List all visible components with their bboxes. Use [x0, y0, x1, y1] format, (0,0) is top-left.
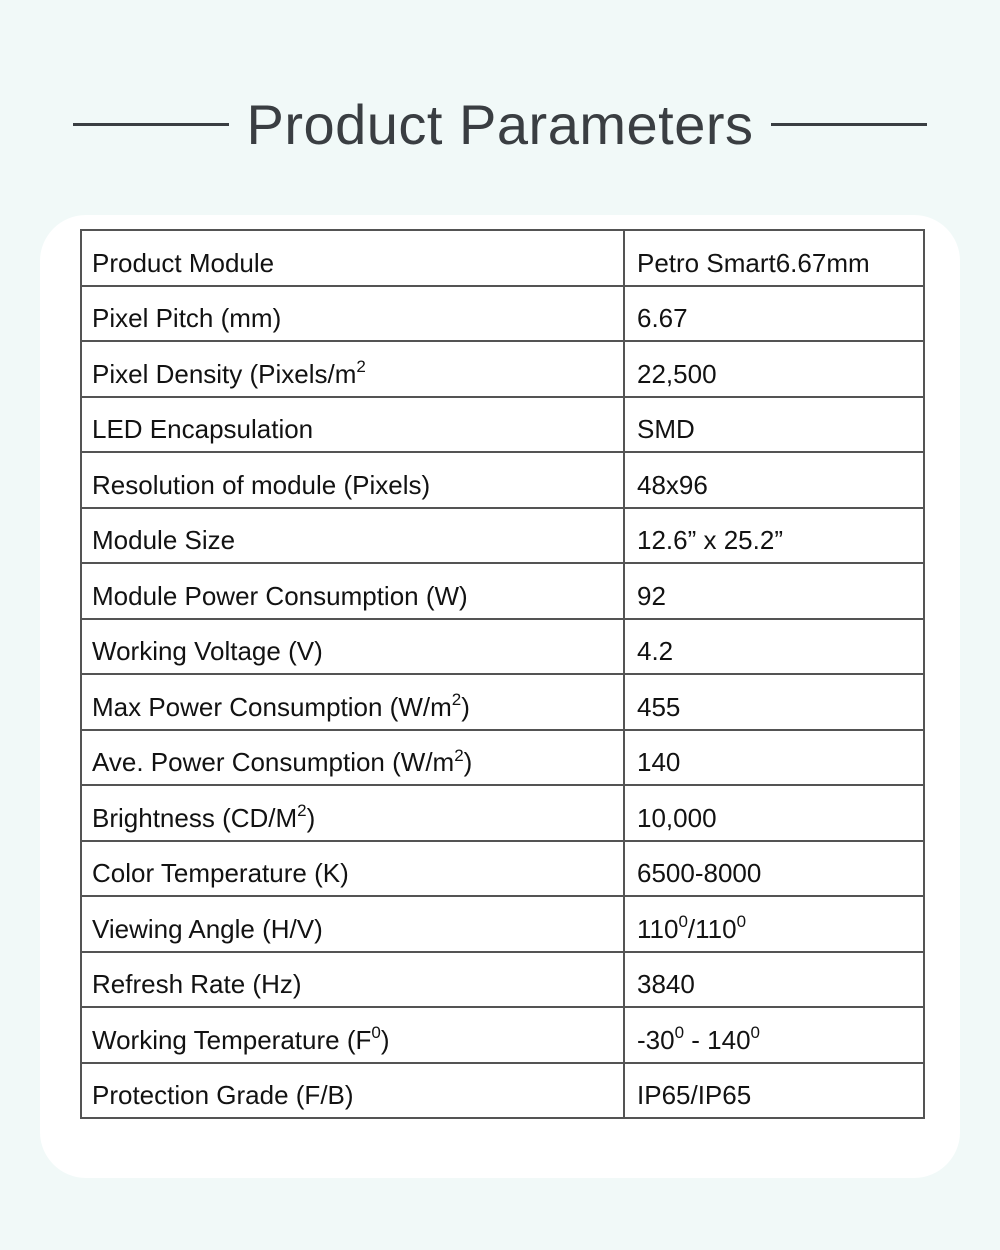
param-value-cell: SMD: [624, 397, 924, 453]
table-row: [81, 952, 924, 1008]
param-value-cell: IP65/IP65: [624, 1063, 924, 1119]
table-row: [81, 730, 924, 786]
param-label-cell: Viewing Angle (H/V): [81, 896, 624, 952]
page-title: Product Parameters: [246, 93, 754, 156]
table-row: [81, 619, 924, 675]
table-row: [81, 452, 924, 508]
param-value-cell: 3840: [624, 952, 924, 1008]
param-label-cell: Refresh Rate (Hz): [81, 952, 624, 1008]
table-row: [81, 508, 924, 564]
param-value-cell: 4.2: [624, 619, 924, 675]
superscript: 2: [356, 357, 366, 377]
page-header: [0, 92, 1000, 157]
param-value-cell: $110^0/110^0$: [624, 896, 924, 952]
parameters-table-body: [81, 230, 924, 1118]
table-row: [81, 397, 924, 453]
param-label-cell: Max Power Consumption $(W/m^2)$: [81, 674, 624, 730]
table-row: [81, 896, 924, 952]
param-value-cell: 22,500: [624, 341, 924, 397]
param-label-cell: Pixel Pitch (mm): [81, 286, 624, 342]
superscript: 0: [674, 1023, 685, 1043]
superscript: 0: [371, 1023, 381, 1043]
superscript: 0: [750, 1023, 761, 1043]
table-row: [81, 286, 924, 342]
title-line-left: [73, 123, 229, 126]
param-label-cell: LED Encapsulation: [81, 397, 624, 453]
param-label-cell: Working Voltage (V): [81, 619, 624, 675]
param-label-cell: Module Power Consumption (W): [81, 563, 624, 619]
superscript: 2: [297, 801, 307, 821]
param-label-cell: Module Size: [81, 508, 624, 564]
param-value-cell: 12.6” x 25.2”: [624, 508, 924, 564]
param-value-cell: 10,000: [624, 785, 924, 841]
param-label-cell: Brightness $(CD/M^2)$: [81, 785, 624, 841]
table-row: [81, 341, 924, 397]
superscript: 0: [736, 912, 747, 932]
title-line-right: [771, 123, 927, 126]
table-row: [81, 785, 924, 841]
superscript: 2: [451, 690, 462, 710]
superscript: 0: [678, 912, 688, 932]
param-label-cell: Working Temperature $(F^0)$: [81, 1007, 624, 1063]
superscript: 2: [454, 745, 464, 765]
param-value-cell: 455: [624, 674, 924, 730]
param-value-cell: 140: [624, 730, 924, 786]
table-row: [81, 1063, 924, 1119]
table-row: [81, 674, 924, 730]
parameters-table: [80, 229, 925, 1119]
param-value-cell: 6500-8000: [624, 841, 924, 897]
param-value-cell: $-30^0 - 140^0$: [624, 1007, 924, 1063]
param-value-cell: 48x96: [624, 452, 924, 508]
param-label-cell: Ave. Power Consumption $(W/m^2)$: [81, 730, 624, 786]
param-value-cell: 6.67: [624, 286, 924, 342]
param-label-cell: Product Module: [81, 230, 624, 286]
param-label-cell: Resolution of module (Pixels): [81, 452, 624, 508]
param-label-cell: Color Temperature (K): [81, 841, 624, 897]
table-row: [81, 1007, 924, 1063]
param-label-cell: Protection Grade (F/B): [81, 1063, 624, 1119]
param-label-cell: Pixel Density ($Pixels/m^2$: [81, 341, 624, 397]
table-row: [81, 563, 924, 619]
param-value-cell: 92: [624, 563, 924, 619]
param-value-cell: Petro Smart6.67mm: [624, 230, 924, 286]
table-row: [81, 230, 924, 286]
table-row: [81, 841, 924, 897]
